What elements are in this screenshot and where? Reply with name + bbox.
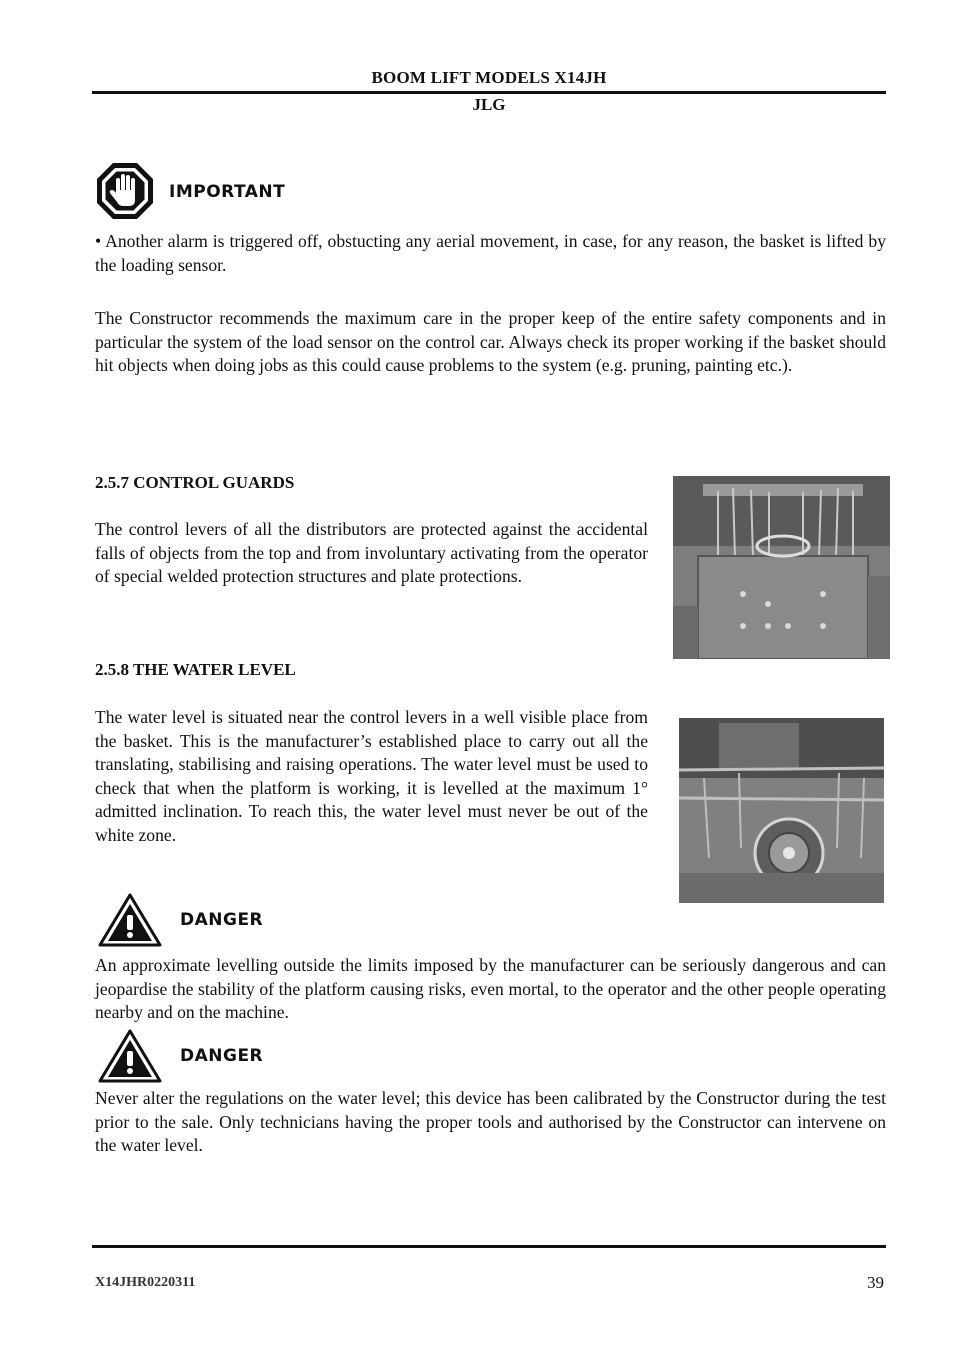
page-number: 39 (867, 1273, 884, 1292)
section-heading-control-guards: 2.5.7 CONTROL GUARDS (95, 473, 295, 492)
danger-text-2: Never alter the regulations on the water level; this device has been calibrated by the Constructor during the test prior to the sale. Only technicians having the proper tools and authorised by the Constructor can intervene on the water level. (95, 1088, 886, 1156)
document-code: X14JHR0220311 (95, 1275, 196, 1290)
section-heading-water-level: 2.5.8 THE WATER LEVEL (95, 660, 296, 679)
important-text: • Another alarm is triggered off, obstucting any aerial movement, in case, for any reason, the basket is lifted by the loading sensor. (95, 231, 886, 275)
warning-triangle-icon (98, 893, 162, 947)
document-subtitle: JLG (472, 95, 506, 114)
section-text-water-level: The water level is situated near the control levers in a well visible place from the basket. This is the manufacturer’s established place to carry out all the translating, stabilising and raising operations. The water level must be used to check that when the platform is working, it is levelled at the maximum 1° admitted inclination. To reach this, the water level must never be out of the white zone. (95, 707, 648, 845)
intro-paragraph: The Constructor recommends the maximum care in the proper keep of the entire safety components and in particular the system of the load sensor on the control car. Always check its proper working if the basket should hit objects when doing jobs as this could cause problems to the system (e.g. pruning, painting etc.). (95, 308, 886, 376)
warning-triangle-icon (98, 1029, 162, 1083)
danger-label-1: DANGER (180, 910, 264, 930)
section-text-control-guards: The control levers of all the distributors are protected against the accidental falls of objects from the top and from involuntary activating from the operator of special welded protection structures and plate protections. (95, 519, 648, 587)
header-rule (92, 91, 886, 94)
control-guards-photo (673, 476, 890, 659)
danger-text-1: An approximate levelling outside the limits imposed by the manufacturer can be seriously dangerous and can jeopardise the stability of the platform causing risks, even mortal, to the operator and the other people operating nearby and on the machine. (95, 955, 886, 1023)
stop-hand-icon (96, 162, 154, 220)
document-title: BOOM LIFT MODELS X14JH (371, 68, 607, 87)
danger-label-2: DANGER (180, 1046, 264, 1066)
footer-rule (92, 1245, 886, 1248)
important-label: IMPORTANT (169, 182, 286, 202)
water-level-photo (679, 718, 884, 903)
